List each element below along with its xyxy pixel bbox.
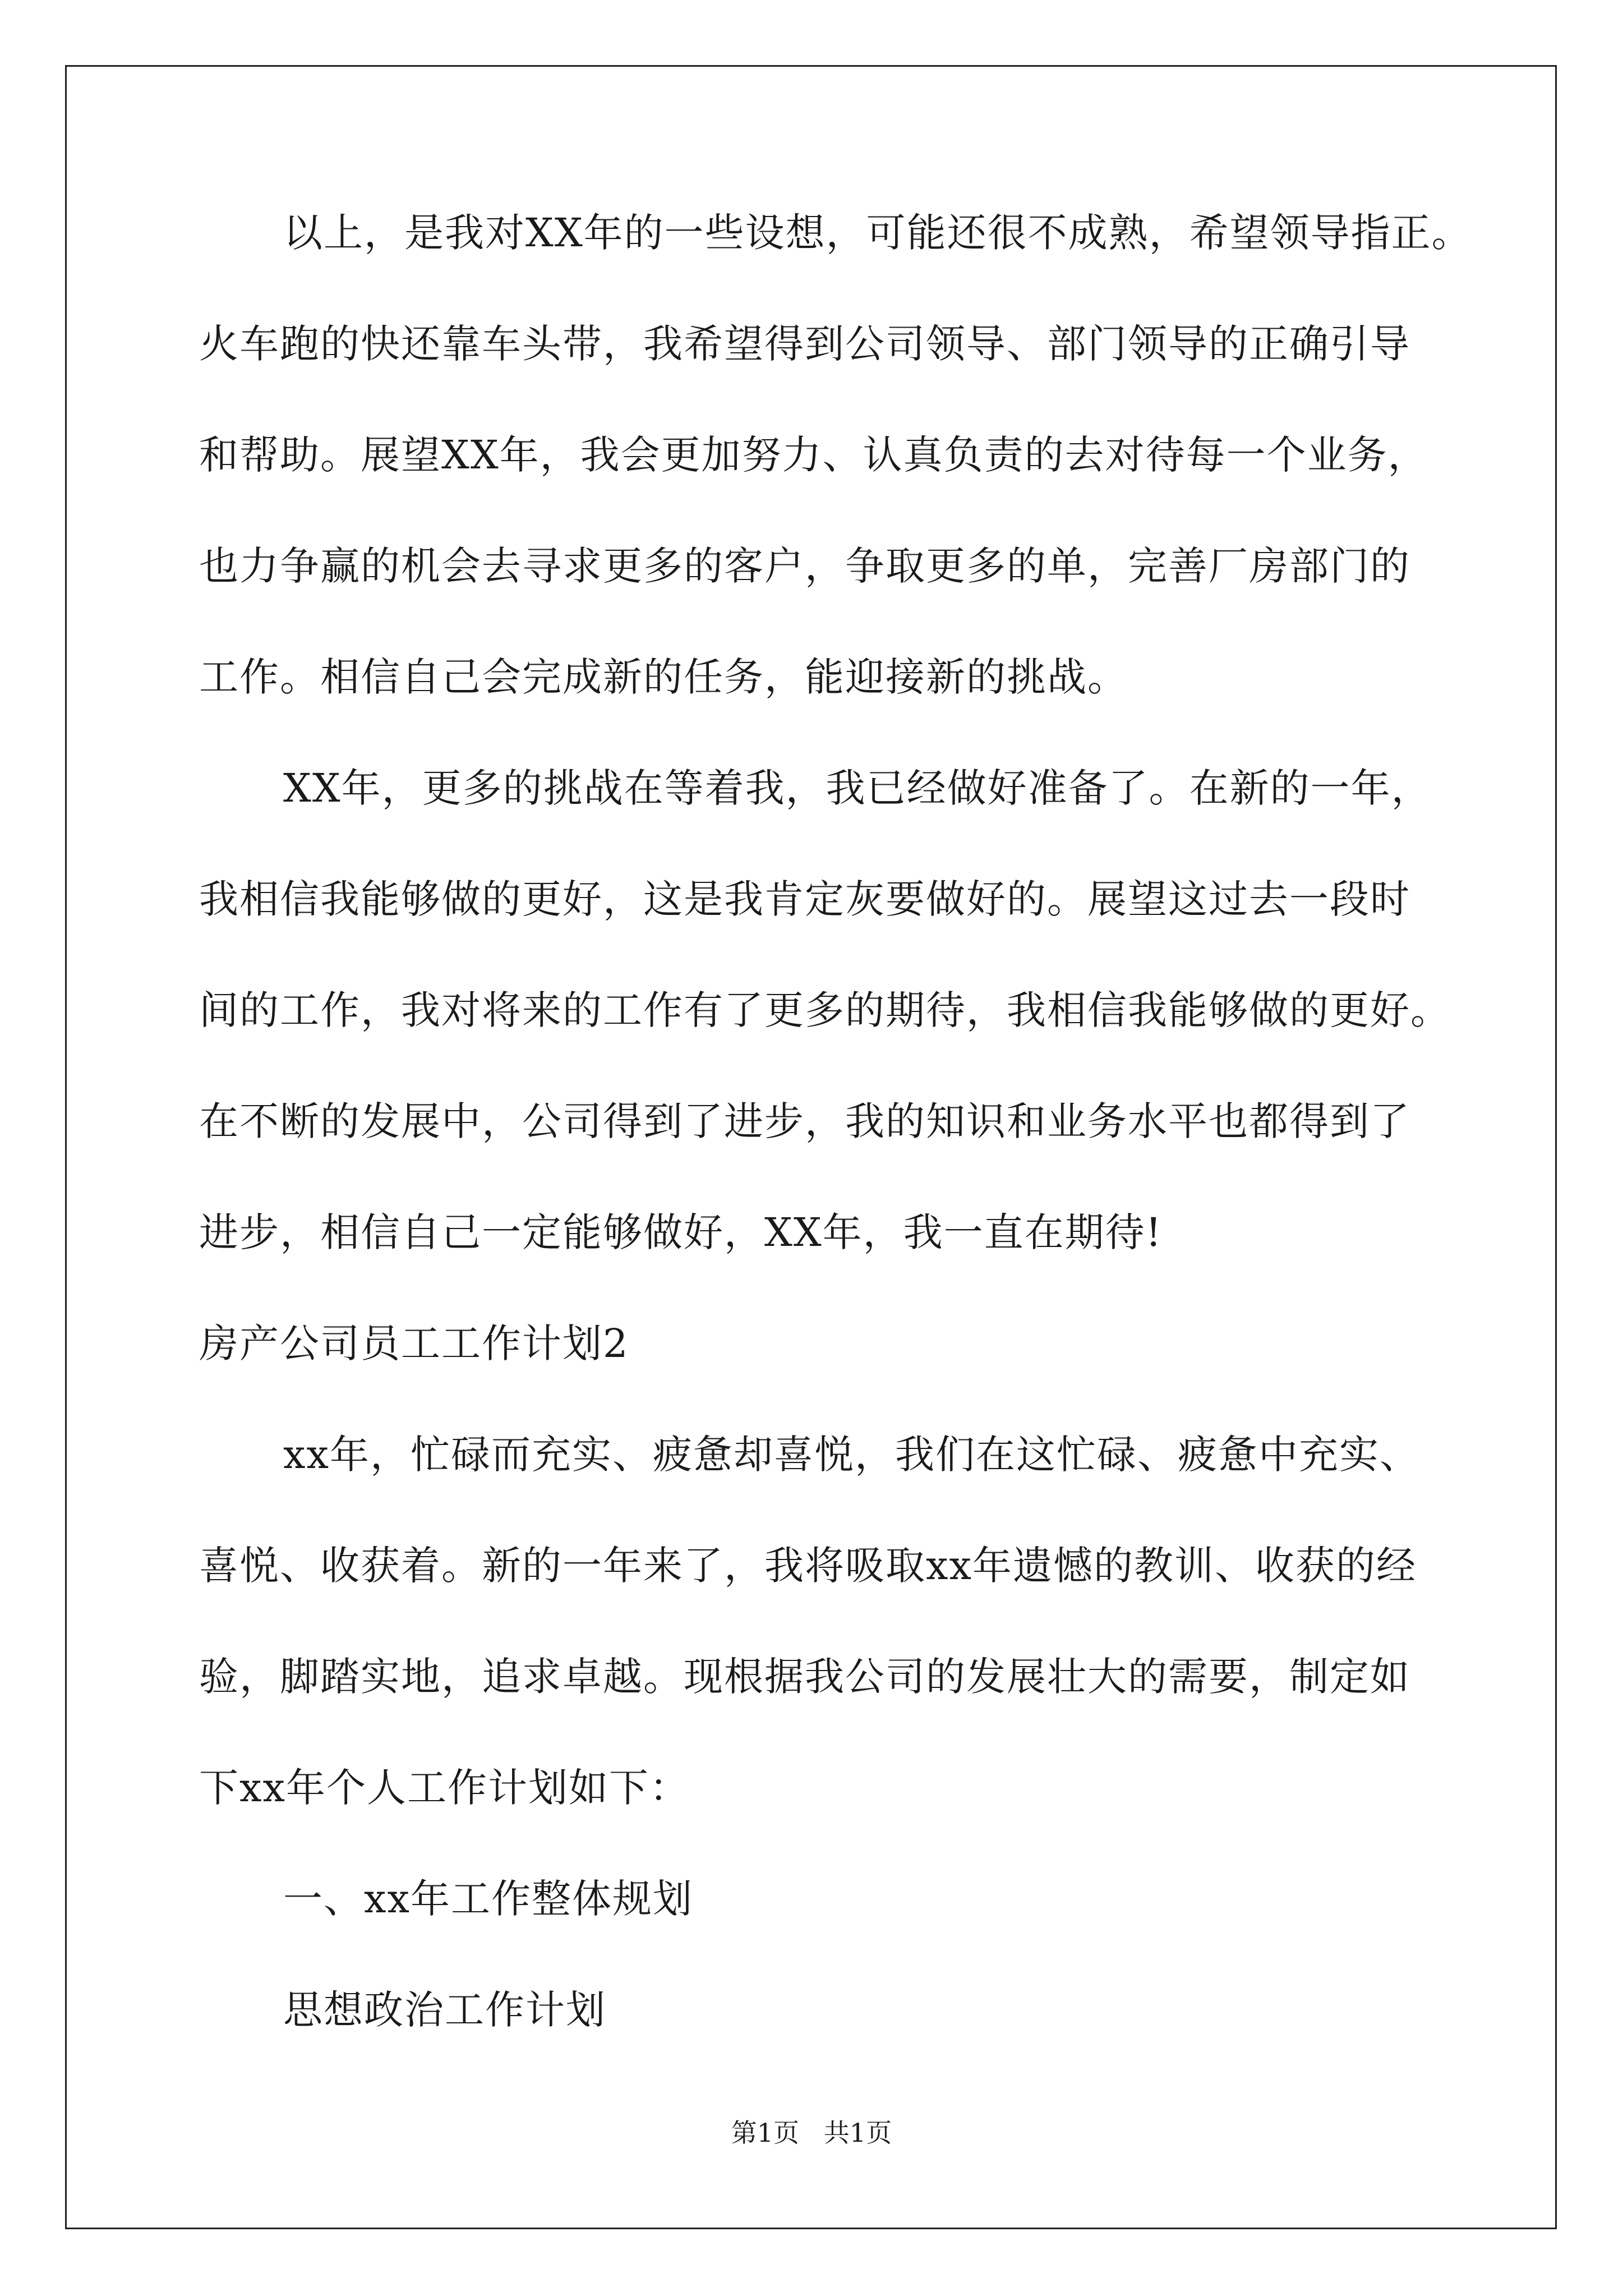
paragraph-line: 验，脚踏实地，追求卓越。现根据我公司的发展壮大的需要，制定如 — [199, 1654, 1410, 1700]
subheading: 一、xx年工作整体规划 — [283, 1876, 693, 1922]
paragraph-line: 工作。相信自己会完成新的任务，能迎接新的挑战。 — [199, 654, 1128, 700]
page-footer: 第1页 共1页 — [731, 2118, 892, 2148]
section-heading: 房产公司员工工作计划2 — [199, 1320, 629, 1366]
paragraph-line: 喜悦、收获着。新的一年来了，我将吸取xx年遗憾的教训、收获的经 — [199, 1543, 1417, 1589]
paragraph-line: 火车跑的快还靠车头带，我希望得到公司领导、部门领导的正确引导 — [199, 321, 1410, 367]
paragraph-line: 进步，相信自己一定能够做好，XX年，我一直在期待! — [199, 1209, 1163, 1255]
paragraph-line: 我相信我能够做的更好，这是我肯定灰要做好的。展望这过去一段时 — [199, 876, 1410, 922]
subheading: 思想政治工作计划 — [283, 1987, 606, 2033]
paragraph-line: 也力争赢的机会去寻求更多的客户，争取更多的单，完善厂房部门的 — [199, 543, 1410, 589]
paragraph-line: 在不断的发展中，公司得到了进步，我的知识和业务水平也都得到了 — [199, 1098, 1410, 1144]
paragraph-line: 下xx年个人工作计划如下： — [199, 1765, 690, 1811]
paragraph-line: 以上，是我对XX年的一些设想，可能还很不成熟，希望领导指正。 — [283, 210, 1472, 256]
paragraph-line: 间的工作，我对将来的工作有了更多的期待，我相信我能够做的更好。 — [199, 987, 1451, 1033]
paragraph-line: XX年，更多的挑战在等着我，我已经做好准备了。在新的一年， — [283, 765, 1432, 811]
paragraph-line: 和帮助。展望XX年，我会更加努力、认真负责的去对待每一个业务， — [199, 432, 1428, 478]
paragraph-line: xx年，忙碌而充实、疲惫却喜悦，我们在这忙碌、疲惫中充实、 — [283, 1432, 1420, 1478]
